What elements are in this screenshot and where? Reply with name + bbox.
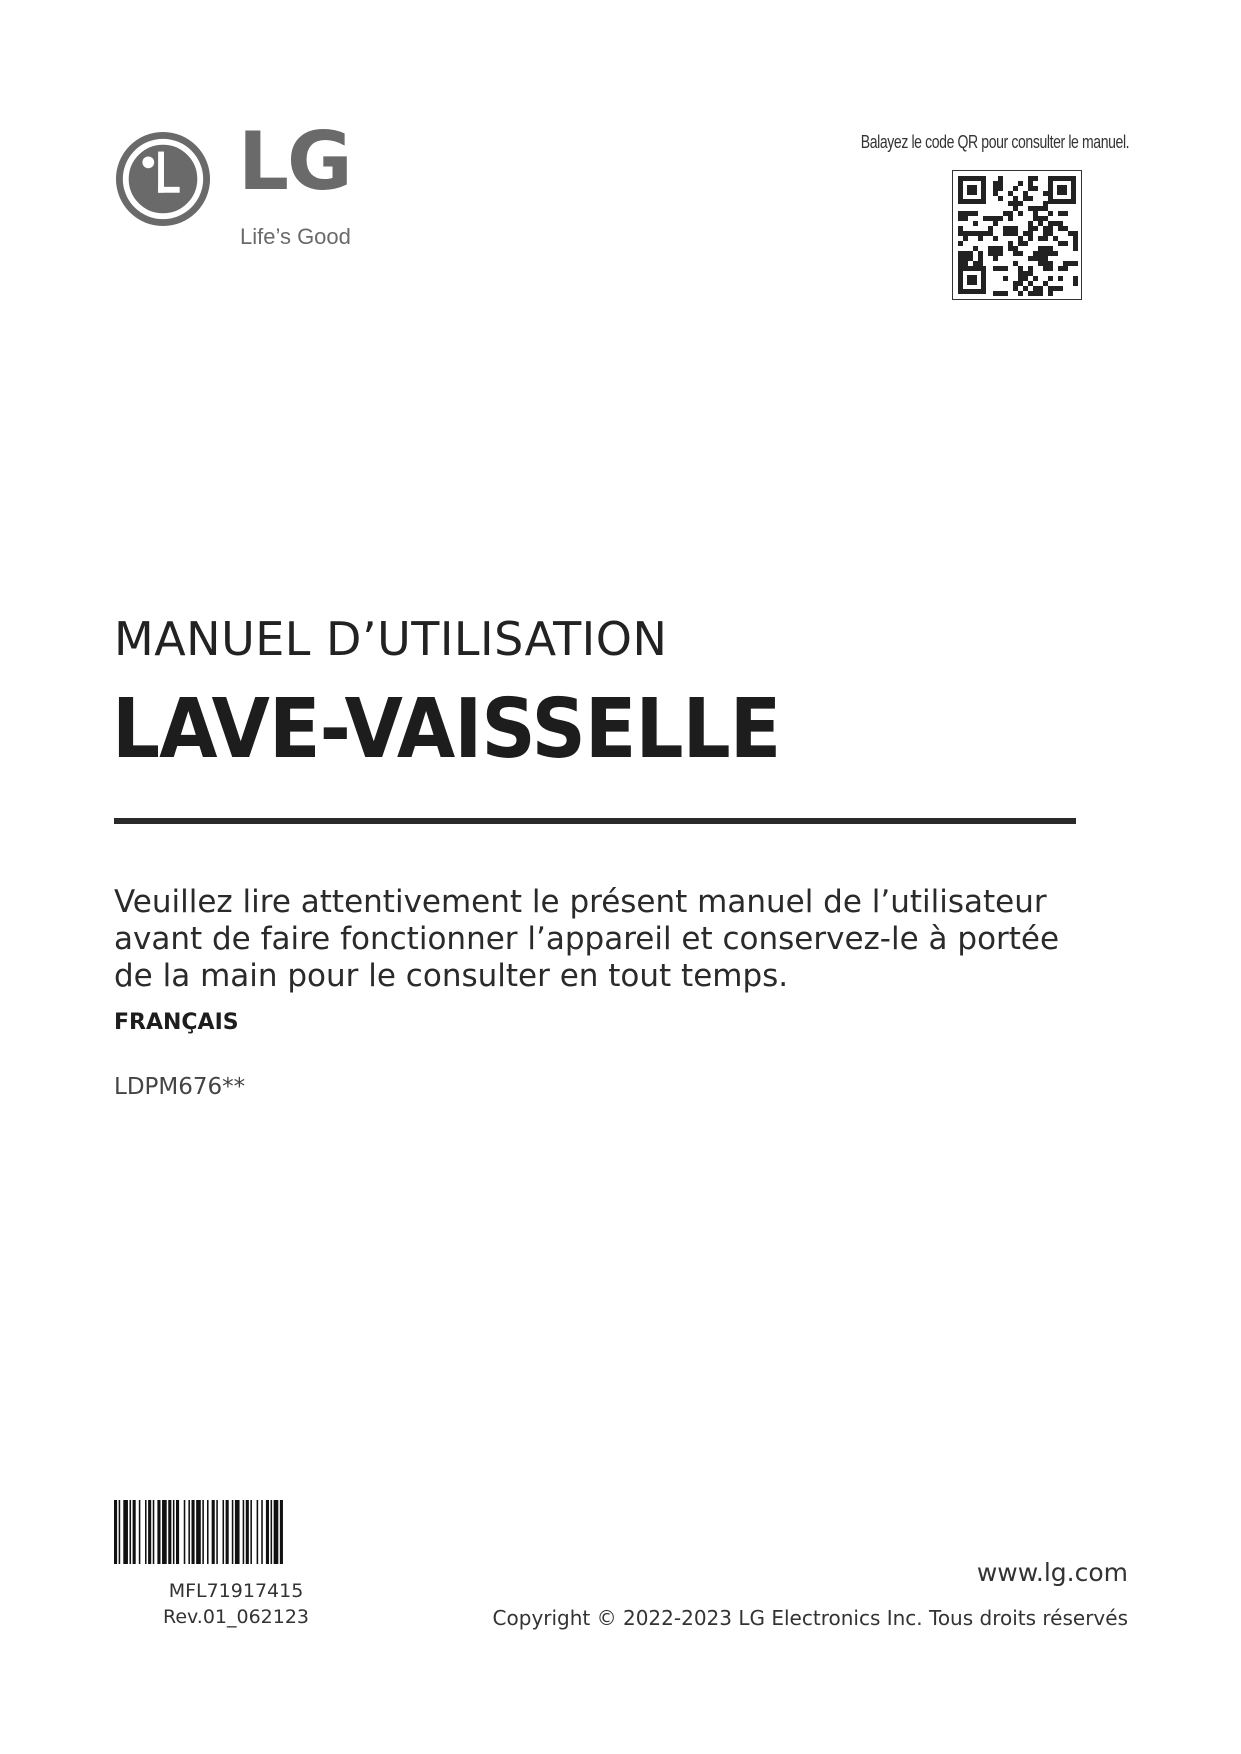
brand-wordmark: LG — [238, 115, 351, 208]
part-number: MFL71917415 — [168, 1580, 304, 1602]
lg-logo — [114, 115, 374, 260]
lg-face-logo-icon — [114, 130, 212, 228]
model-number: LDPM676** — [114, 1074, 246, 1100]
barcode-label — [114, 1578, 358, 1630]
brand-tagline: Life’s Good — [240, 224, 351, 249]
copyright-text: Copyright © 2022-2023 LG Electronics Inc. Tous droits réservés — [492, 1606, 1128, 1630]
website-link[interactable]: www.lg.com — [976, 1558, 1128, 1587]
revision: Rev.01_062123 — [162, 1606, 310, 1628]
product-title: LAVE-VAISSELLE — [112, 682, 781, 777]
qr-code-icon[interactable] — [952, 170, 1082, 300]
qr-caption: Balayez le code QR pour consulter le manuel. — [860, 132, 1129, 152]
document-type: MANUEL D’UTILISATION — [114, 612, 668, 666]
title-divider — [114, 818, 1076, 824]
barcode-icon — [114, 1500, 358, 1564]
intro-text: Veuillez lire attentivement le présent manuel de l’utilisateur avant de faire fonctionner l’appareil et conservez-le à portée de la main pour le consulter en tout temps. — [114, 884, 1060, 994]
language-label: FRANÇAIS — [114, 1010, 239, 1035]
